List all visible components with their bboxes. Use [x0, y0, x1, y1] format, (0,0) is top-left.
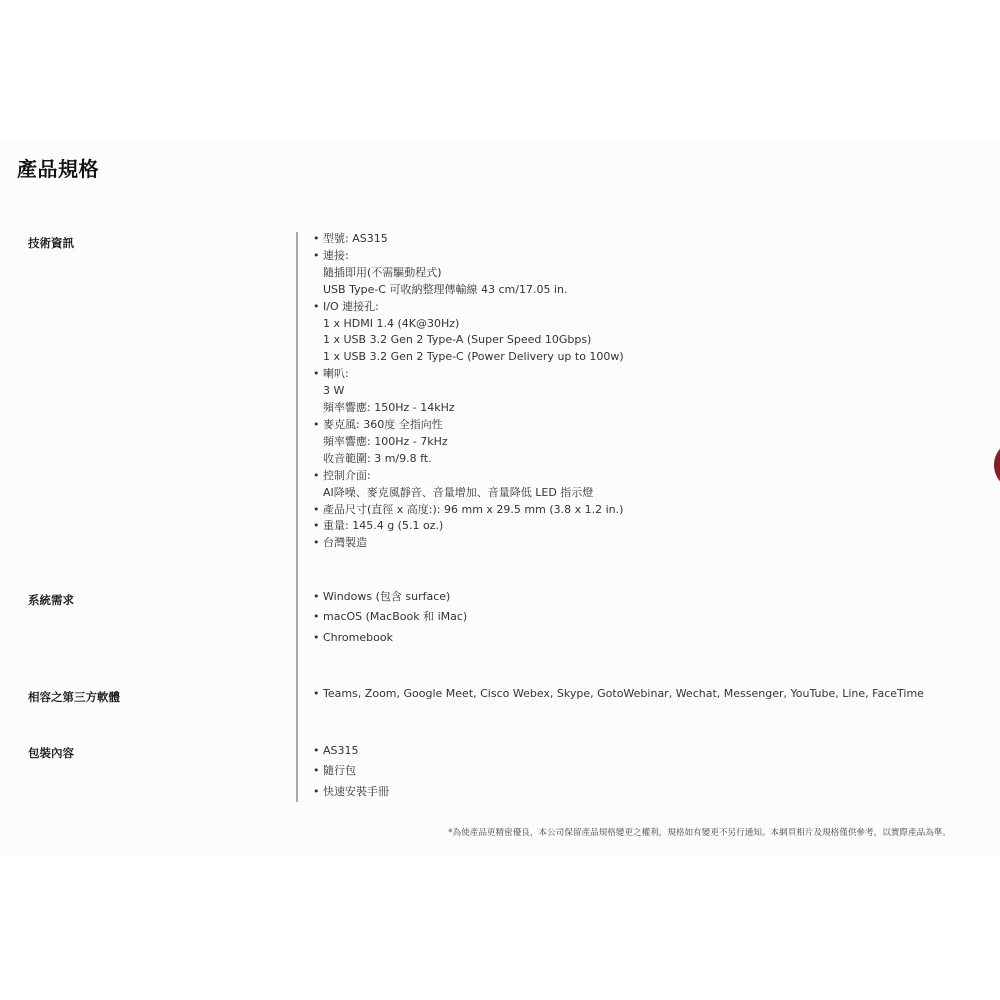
section-label-compatible-software: 相容之第三方軟體 — [28, 690, 120, 704]
bullet-icon: • — [313, 784, 320, 798]
package-item-pouch: • 隨行包 — [310, 761, 389, 781]
tech-info-list — [310, 231, 624, 552]
section-label-package-contents: 包裝內容 — [28, 746, 74, 760]
page-title: 產品規格 — [17, 157, 99, 181]
spec-item-origin: • 台灣製造 — [310, 535, 624, 552]
package-contents-list — [310, 741, 389, 802]
bullet-icon: • — [313, 232, 320, 245]
bullet-icon: • — [313, 590, 320, 603]
bullet-icon: • — [313, 687, 320, 700]
section-divider-line — [296, 232, 298, 802]
spec-item-speaker: • 喇叭: 3 W 頻率響應: 150Hz - 14kHz — [313, 367, 455, 415]
software-item: • Teams, Zoom, Google Meet, Cisco Webex, Skype, GotoWebinar, Wechat, Messenger, YouTube, Line, FaceTime — [310, 684, 924, 704]
bullet-icon: • — [313, 744, 320, 757]
package-item-device: • AS315 — [310, 741, 389, 761]
section-label-tech-info: 技術資訊 — [28, 236, 74, 250]
bullet-icon: • — [313, 468, 320, 482]
bullet-icon: • — [313, 417, 320, 431]
bullet-icon: • — [313, 764, 320, 778]
bullet-icon: • — [313, 248, 320, 262]
os-item-windows: • Windows (包含 surface) — [310, 587, 467, 607]
disclaimer-footnote: *為使產品更精密優良，本公司保留產品規格變更之權利，規格如有變更不另行通知。本網頁相片及規格僅供參考，以實際產品為準。 — [448, 828, 951, 838]
spec-item-microphone: • 麥克風: 360度 全指向性 頻率響應: 100Hz - 7kHz 收音範圍: 3 m/9.8 ft. — [313, 417, 448, 465]
spec-item-controls: • 控制介面: AI降噪、麥克風靜音、音量增加、音量降低 LED 指示燈 — [313, 468, 594, 499]
compatible-software-list — [310, 684, 924, 704]
bullet-icon: • — [313, 367, 320, 381]
system-requirements-list — [310, 587, 467, 648]
bullet-icon: • — [313, 502, 320, 516]
package-item-manual: • 快速安裝手冊 — [310, 782, 389, 802]
os-item-chromebook: • Chromebook — [310, 628, 467, 648]
bullet-icon: • — [313, 519, 320, 533]
spec-item-model: • 型號: AS315 — [310, 231, 624, 248]
os-item-macos: • macOS (MacBook 和 iMac) — [310, 607, 467, 627]
spec-item-connection: • 連接: 隨插即用(不需驅動程式) USB Type-C 可收納整理傳輸線 43 cm/17.05 in. — [313, 248, 568, 296]
bullet-icon: • — [313, 630, 320, 644]
section-label-system-requirements: 系統需求 — [28, 593, 74, 607]
bullet-icon: • — [313, 610, 320, 624]
bullet-icon: • — [313, 536, 320, 550]
spec-item-weight: • 重量: 145.4 g (5.1 oz.) — [310, 518, 624, 535]
spec-item-io-ports: • I/O 連接孔: 1 x HDMI 1.4 (4K@30Hz) 1 x USB 3.2 Gen 2 Type-A (Super Speed 10Gbps) 1 x USB 3.2 Gen 2 Type-C (Power Delivery up to 100w) — [313, 299, 624, 364]
bullet-icon: • — [313, 299, 320, 313]
spec-item-dimensions: • 產品尺寸(直徑 x 高度:): 96 mm x 29.5 mm (3.8 x 1.2 in.) — [310, 502, 624, 519]
